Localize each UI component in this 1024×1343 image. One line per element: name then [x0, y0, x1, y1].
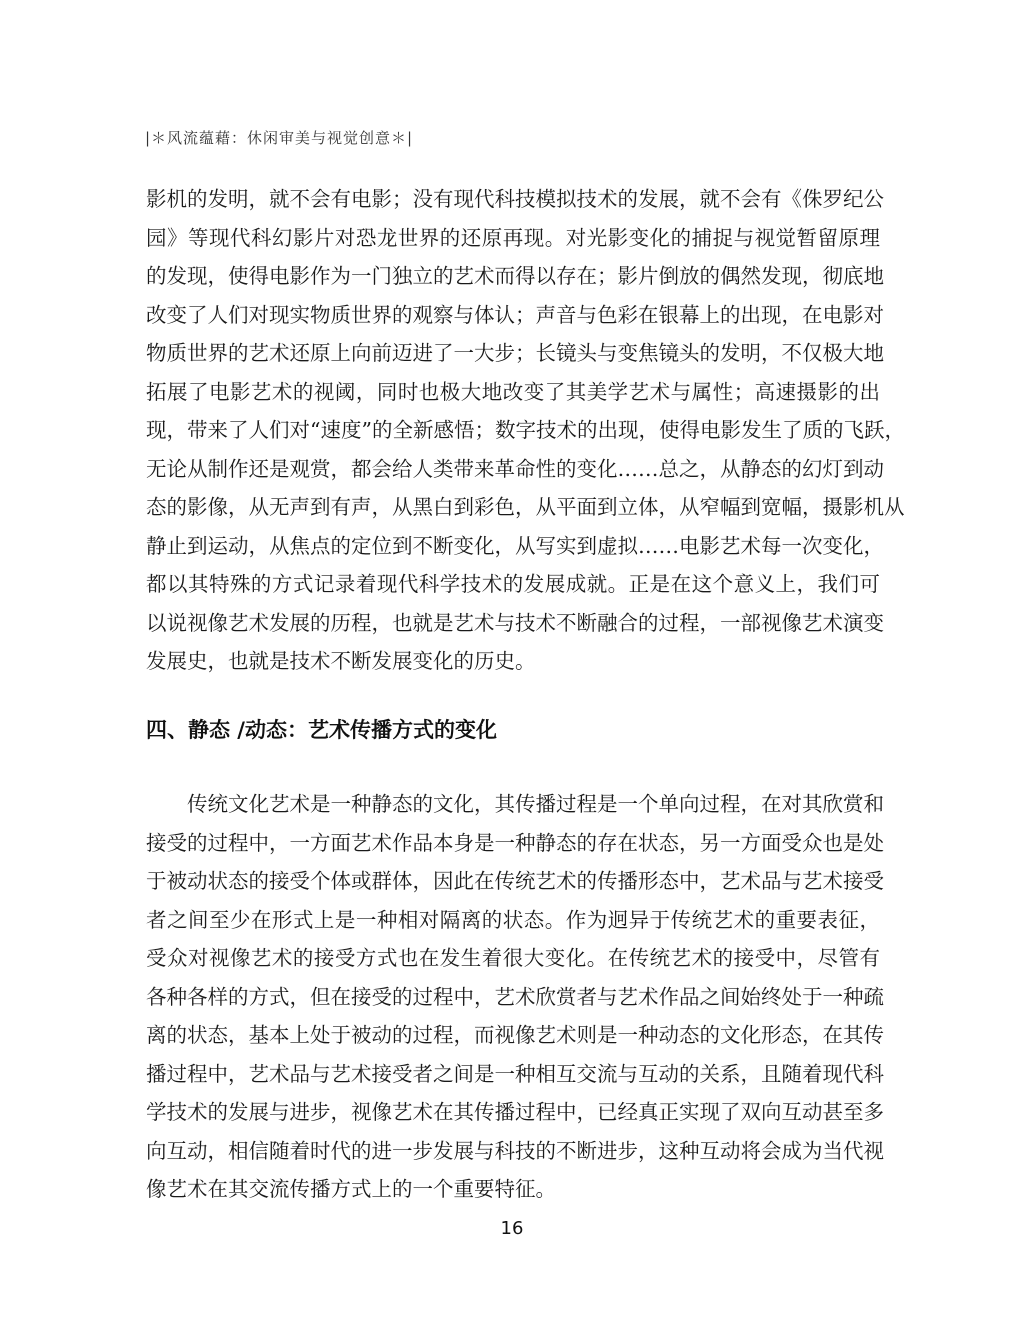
text-line: 园》等现代科幻影片对恐龙世界的还原再现。对光影变化的捕捉与视觉暂留原理: [146, 225, 880, 250]
section-heading: 四、静态 /动态：艺术传播方式的变化: [146, 718, 497, 742]
text-line: 各种各样的方式，但在接受的过程中，艺术欣赏者与艺术作品之间始终处于一种疏: [146, 984, 884, 1009]
text-line: 接受的过程中，一方面艺术作品本身是一种静态的存在状态，另一方面受众也是处: [146, 830, 884, 855]
text-line: 以说视像艺术发展的历程，也就是艺术与技术不断融合的过程，一部视像艺术演变: [146, 610, 884, 635]
text-line: 离的状态，基本上处于被动的过程，而视像艺术则是一种动态的文化形态，在其传: [146, 1023, 884, 1047]
text-line: 影机的发明，就不会有电影；没有现代科技模拟技术的发展，就不会有《侏罗纪公: [146, 187, 884, 211]
text-line: 静止到运动，从焦点的定位到不断变化，从写实到虚拟……电影艺术每一次变化，: [146, 533, 884, 558]
running-header: |＊风流蕴藉：休闲审美与视觉创意＊|: [145, 129, 414, 147]
text-line: 播过程中，艺术品与艺术接受者之间是一种相互交流与互动的关系，且随着现代科: [146, 1061, 884, 1086]
text-line: 发展史，也就是技术不断发展变化的历史。: [146, 649, 536, 673]
text-line: 于被动状态的接受个体或群体，因此在传统艺术的传播形态中，艺术品与艺术接受: [146, 869, 884, 893]
text-line: 物质世界的艺术还原上向前迈进了一大步；长镜头与变焦镜头的发明，不仅极大地: [146, 341, 884, 365]
text-line: 传统文化艺术是一种静态的文化，其传播过程是一个单向过程，在对其欣赏和: [146, 792, 884, 816]
text-line: 都以其特殊的方式记录着现代科学技术的发展成就。正是在这个意义上，我们可: [146, 572, 880, 596]
text-line: 像艺术在其交流传播方式上的一个重要特征。: [146, 1177, 556, 1201]
text-line: 无论从制作还是观赏，都会给人类带来革命性的变化……总之，从静态的幻灯到动: [146, 456, 884, 481]
text-line: 者之间至少在形式上是一种相对隔离的状态。作为迥异于传统艺术的重要表征，: [146, 907, 880, 932]
text-line: 改变了人们对现实物质世界的观察与体认；声音与色彩在银幕上的出现，在电影对: [146, 302, 884, 327]
page-number: 16: [500, 1218, 524, 1239]
text-line: 拓展了电影艺术的视阈，同时也极大地改变了其美学艺术与属性；高速摄影的出: [146, 379, 880, 404]
body-paragraph-1: [146, 180, 905, 681]
body-paragraph-2: [146, 785, 884, 1209]
text-line: 的发现，使得电影作为一门独立的艺术而得以存在；影片倒放的偶然发现，彻底地: [146, 264, 884, 288]
text-line: 受众对视像艺术的接受方式也在发生着很大变化。在传统艺术的接受中，尽管有: [146, 946, 880, 970]
text-line: 向互动，相信随着时代的进一步发展与科技的不断进步，这种互动将会成为当代视: [146, 1138, 884, 1163]
text-line: 现，带来了人们对“速度”的全新感悟；数字技术的出现，使得电影发生了质的飞跃，: [146, 418, 905, 442]
text-line: 态的影像，从无声到有声，从黑白到彩色，从平面到立体，从窄幅到宽幅，摄影机从: [146, 495, 905, 519]
text-line: 学技术的发展与进步，视像艺术在其传播过程中，已经真正实现了双向互动甚至多: [146, 1100, 884, 1124]
